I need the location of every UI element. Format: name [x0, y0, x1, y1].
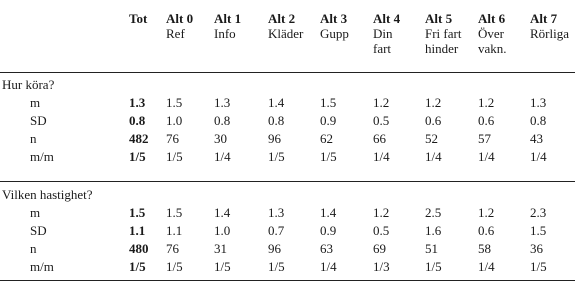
table-bottom-rule	[0, 280, 575, 281]
table-cell: 2.5	[425, 205, 442, 220]
section-title: Hur köra?	[2, 77, 55, 92]
table-cell: 43	[530, 131, 543, 146]
table-cell: 1/4	[373, 149, 390, 164]
row-stat-label: SD	[30, 113, 47, 128]
column-header-code: Alt 1	[214, 11, 242, 26]
column-header-label: Ref	[166, 26, 185, 41]
row-stat-label: m	[30, 95, 41, 110]
table-cell: 1/4	[214, 149, 231, 164]
column-header-label: Info	[214, 26, 236, 41]
table-cell: 1.5	[166, 205, 183, 220]
column-header-label: Rörliga	[530, 26, 569, 41]
table-cell: 1.2	[373, 205, 390, 220]
table-cell: 96	[268, 241, 281, 256]
table-cell: 1.0	[214, 223, 231, 238]
table-cell: 1.4	[268, 95, 285, 110]
table-cell: 0.6	[478, 223, 495, 238]
table-cell: 1.3	[530, 95, 547, 110]
column-header-code: Alt 3	[320, 11, 348, 26]
column-header-label: Fri fart	[425, 26, 462, 41]
column-header-label: hinder	[425, 41, 459, 56]
table-cell: 0.8	[530, 113, 547, 128]
row-stat-label: n	[30, 241, 37, 256]
row-total-value: 1.3	[129, 95, 146, 110]
table-cell: 1/4	[478, 149, 495, 164]
row-total-value: 480	[129, 241, 149, 256]
table-cell: 0.9	[320, 113, 337, 128]
table-cell: 1.3	[268, 205, 285, 220]
table-cell: 1.2	[478, 95, 495, 110]
row-stat-label: SD	[30, 223, 47, 238]
table-cell: 96	[268, 131, 281, 146]
table-cell: 63	[320, 241, 333, 256]
table-cell: 57	[478, 131, 491, 146]
row-stat-label: n	[30, 131, 37, 146]
column-header-label: fart	[373, 41, 392, 56]
column-header-label: vakn.	[478, 41, 507, 56]
table-cell: 1.4	[214, 205, 231, 220]
table-cell: 1/5	[268, 259, 285, 274]
column-header-code: Alt 5	[425, 11, 453, 26]
table-cell: 1/5	[425, 259, 442, 274]
table-cell: 1.2	[373, 95, 390, 110]
row-total-value: 482	[129, 131, 149, 146]
column-header-code: Alt 6	[478, 11, 506, 26]
row-total-value: 1.5	[129, 205, 146, 220]
column-header-label: Över	[478, 26, 504, 41]
section-title: Vilken hastighet?	[2, 187, 93, 202]
table-cell: 0.9	[320, 223, 337, 238]
column-header-code: Alt 7	[530, 11, 558, 26]
table-cell: 36	[530, 241, 543, 256]
row-stat-label: m	[30, 205, 41, 220]
table-cell: 1.2	[425, 95, 442, 110]
table-cell: 1/4	[530, 149, 547, 164]
row-total-value: 1/5	[129, 259, 146, 274]
table-cell: 0.7	[268, 223, 285, 238]
table-cell: 1/4	[478, 259, 495, 274]
table-cell: 51	[425, 241, 438, 256]
table-cell: 0.5	[373, 113, 390, 128]
table-cell: 1/5	[166, 259, 183, 274]
table-cell: 0.6	[425, 113, 442, 128]
table-cell: 58	[478, 241, 491, 256]
column-header-label: Gupp	[320, 26, 349, 41]
column-header-label: Din	[373, 26, 393, 41]
table-cell: 1.3	[214, 95, 231, 110]
header-divider	[0, 72, 575, 73]
table-cell: 0.5	[373, 223, 390, 238]
table-cell: 1/4	[425, 149, 442, 164]
table-cell: 1.2	[478, 205, 495, 220]
table-cell: 1/5	[268, 149, 285, 164]
row-stat-label: m/m	[30, 149, 54, 164]
table-cell: 1.1	[166, 223, 183, 238]
column-header-code: Alt 2	[268, 11, 296, 26]
table-cell: 30	[214, 131, 227, 146]
table-cell: 52	[425, 131, 438, 146]
table-cell: 0.8	[268, 113, 285, 128]
row-total-value: 0.8	[129, 113, 146, 128]
section-divider	[0, 181, 575, 182]
table-cell: 1.5	[166, 95, 183, 110]
table-cell: 0.6	[478, 113, 495, 128]
table-cell: 1/4	[320, 259, 337, 274]
table-cell: 1/3	[373, 259, 390, 274]
table-cell: 1.4	[320, 205, 337, 220]
table-cell: 76	[166, 241, 179, 256]
table-cell: 1/5	[166, 149, 183, 164]
column-header-label: Kläder	[268, 26, 304, 41]
table-cell: 1/5	[530, 259, 547, 274]
column-header-code: Alt 0	[166, 11, 194, 26]
table-cell: 1.5	[320, 95, 337, 110]
table-cell: 31	[214, 241, 227, 256]
row-total-value: 1.1	[129, 223, 146, 238]
table-cell: 0.8	[214, 113, 231, 128]
table-cell: 2.3	[530, 205, 547, 220]
table-cell: 1/5	[320, 149, 337, 164]
total-column-header: Tot	[129, 11, 148, 26]
table-cell: 1.6	[425, 223, 442, 238]
table-cell: 69	[373, 241, 386, 256]
column-header-code: Alt 4	[373, 11, 401, 26]
table-cell: 76	[166, 131, 179, 146]
table-cell: 66	[373, 131, 386, 146]
table-cell: 62	[320, 131, 333, 146]
table-cell: 1.5	[530, 223, 547, 238]
table-cell: 1.0	[166, 113, 183, 128]
table-cell: 1/5	[214, 259, 231, 274]
row-total-value: 1/5	[129, 149, 146, 164]
row-stat-label: m/m	[30, 259, 54, 274]
